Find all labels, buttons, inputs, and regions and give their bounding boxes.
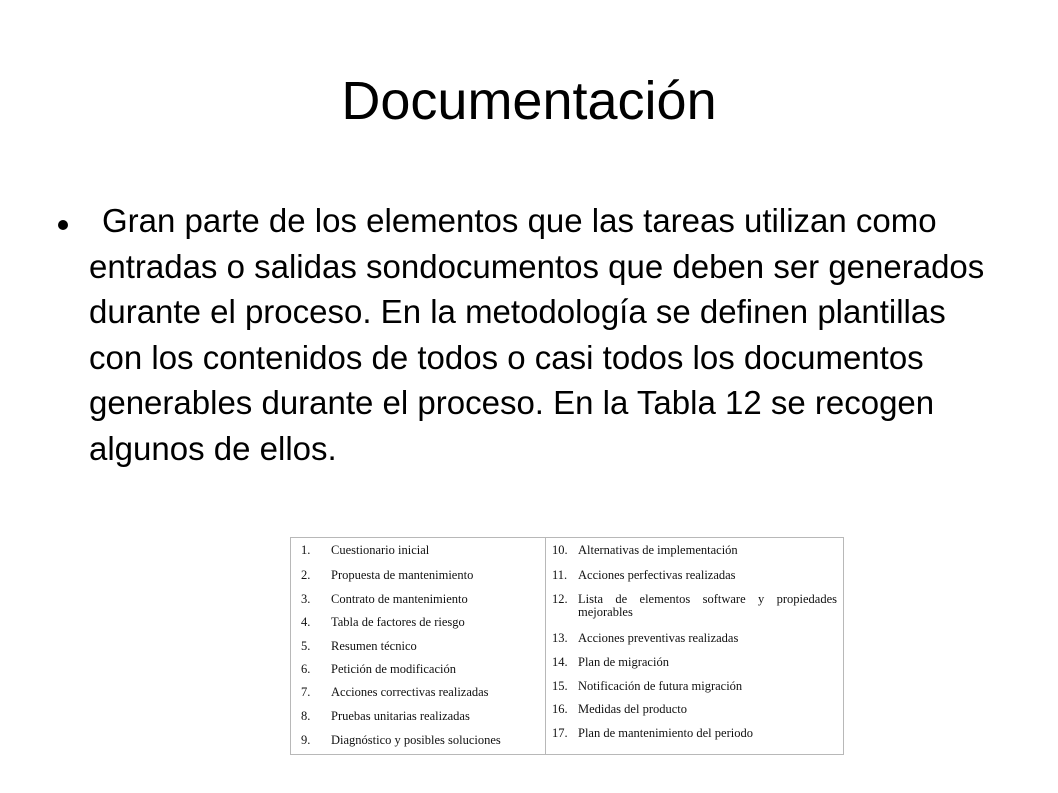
row-label: Acciones perfectivas realizadas	[578, 568, 736, 582]
table-row	[546, 680, 843, 693]
row-label: Cuestionario inicial	[331, 543, 430, 557]
row-number: 3.	[301, 592, 311, 606]
row-label: Notificación de futura migración	[578, 679, 743, 693]
row-label: Plan de mantenimiento del periodo	[578, 726, 753, 740]
row-label: Resumen técnico	[331, 639, 417, 653]
table-row	[546, 703, 843, 716]
row-number: 13.	[552, 631, 568, 645]
bullet-text: Gran parte de los elementos que las tareas utilizan como entradas o salidas sondocumentos que deben ser generados durante el proceso. En la metodología se definen plantillas con los contenidos de todos o casi todos los documentos generables durante el proceso. En la Tabla 12 se recogen algunos de ellos.	[89, 202, 985, 467]
table-row	[291, 663, 545, 676]
row-number: 2.	[301, 568, 311, 582]
table-row	[546, 569, 843, 582]
row-number: 10.	[552, 543, 568, 557]
row-number: 12.	[552, 592, 568, 606]
row-number: 6.	[301, 662, 311, 676]
row-number: 7.	[301, 685, 311, 699]
row-label: Diagnóstico y posibles soluciones	[331, 733, 501, 747]
table-row	[291, 569, 545, 582]
table-row	[291, 593, 545, 606]
row-label: Alternativas de implementación	[578, 543, 738, 557]
row-number: 1.	[301, 543, 311, 557]
row-label: Tabla de factores de riesgo	[331, 615, 465, 629]
table-row	[291, 616, 545, 629]
table-row	[546, 727, 843, 740]
row-number: 4.	[301, 615, 311, 629]
row-number: 9.	[301, 733, 311, 747]
row-label: Acciones correctivas realizadas	[331, 685, 489, 699]
row-number: 16.	[552, 702, 568, 716]
table-row	[291, 544, 545, 557]
slide-title: Documentación	[341, 71, 717, 131]
row-label: Plan de migración	[578, 655, 669, 669]
row-number: 8.	[301, 709, 311, 723]
table-row	[291, 640, 545, 653]
row-label: Acciones preventivas realizadas	[578, 631, 739, 645]
table-row	[546, 544, 843, 557]
row-number: 11.	[552, 568, 568, 582]
table-row	[546, 656, 843, 669]
row-number: 15.	[552, 679, 568, 693]
row-label: Contrato de mantenimiento	[331, 592, 468, 606]
table-row	[291, 686, 545, 699]
row-number: 5.	[301, 639, 311, 653]
documents-table-left-column	[291, 538, 546, 754]
documents-table-right-column	[546, 538, 843, 754]
documents-table	[290, 537, 844, 755]
table-row	[546, 632, 843, 645]
row-label: Lista de elementos software y propiedades mejorables	[578, 592, 837, 619]
table-row	[291, 710, 545, 723]
row-label: Medidas del producto	[578, 702, 688, 716]
table-row	[546, 593, 843, 619]
row-number: 17.	[552, 726, 568, 740]
table-row	[291, 734, 545, 747]
row-number: 14.	[552, 655, 568, 669]
bullet-item	[58, 198, 998, 471]
row-label: Petición de modificación	[331, 662, 456, 676]
row-label: Pruebas unitarias realizadas	[331, 709, 470, 723]
bullet-dot-icon	[58, 220, 68, 230]
row-label: Propuesta de mantenimiento	[331, 568, 474, 582]
